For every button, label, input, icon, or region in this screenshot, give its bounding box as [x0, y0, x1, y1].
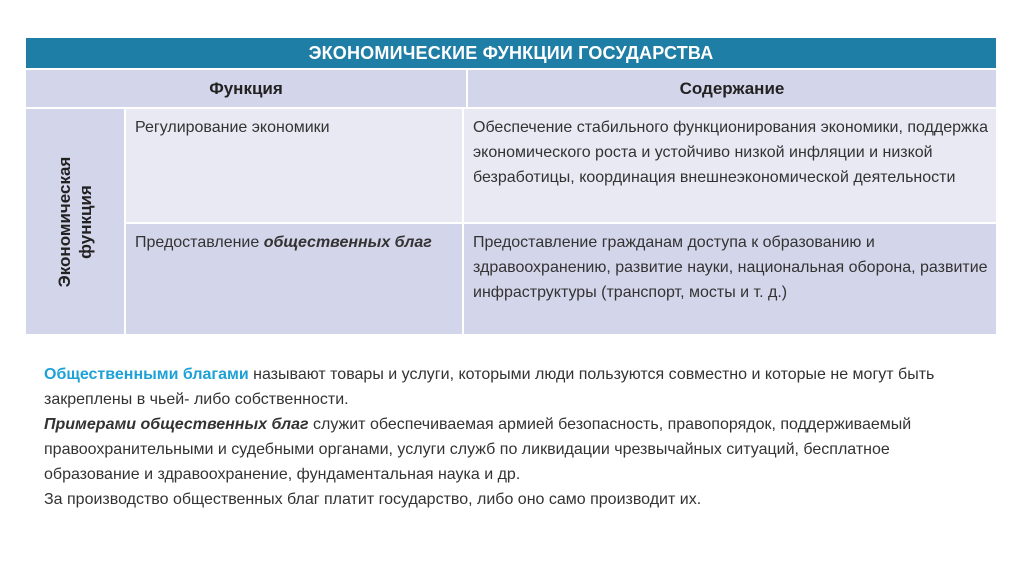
examples-paragraph — [44, 412, 964, 487]
funding-paragraph: За производство общественных благ платит государство, либо оно само производит их. — [44, 491, 702, 508]
notes-text — [44, 362, 964, 512]
function-prefix: Предоставление — [135, 234, 264, 251]
table-row — [126, 222, 996, 334]
function-cell: Регулирование экономики — [126, 109, 464, 222]
side-label-cell — [26, 107, 126, 334]
definition-term: Общественными благами — [44, 366, 249, 383]
function-cell — [126, 224, 464, 334]
examples-text: служит обеспечиваемая армией безопасность, правопорядок, поддерживаемый правоохранительными и судебными органами, услуги служб по ликвидации чрезвычайных ситуаций, бесплатное образование и здравоохранение, фундаментальная наука и др. — [44, 416, 912, 483]
examples-term: Примерами общественных благ — [44, 416, 309, 433]
content-cell: Обеспечение стабильного функционирования экономики, поддержка экономического роста и устойчиво низкой инфляции и низкой безработицы, координация внешнеэкономической деятельности — [473, 119, 988, 186]
side-label: Экономическая функция — [55, 156, 95, 287]
table-title: ЭКОНОМИЧЕСКИЕ ФУНКЦИИ ГОСУДАРСТВА — [26, 38, 996, 68]
header-function: Функция — [26, 70, 468, 107]
economic-functions-table — [26, 38, 996, 334]
function-emphasis: общественных благ — [263, 234, 432, 251]
table-rows — [126, 107, 996, 334]
table-row — [126, 107, 996, 222]
header-content: Содержание — [679, 78, 785, 98]
content-cell: Предоставление гражданам доступа к образованию и здравоохранению, развитие науки, национальная оборона, развитие инфраструктуры (транспорт, мосты и т. д.) — [473, 234, 988, 301]
definition-paragraph — [44, 362, 964, 412]
table-header-row — [26, 68, 996, 107]
table-body — [26, 107, 996, 334]
definition-text: называют товары и услуги, которыми люди пользуются совместно и которые не могут быть закреплены в чьей- либо собственности. — [44, 366, 935, 408]
